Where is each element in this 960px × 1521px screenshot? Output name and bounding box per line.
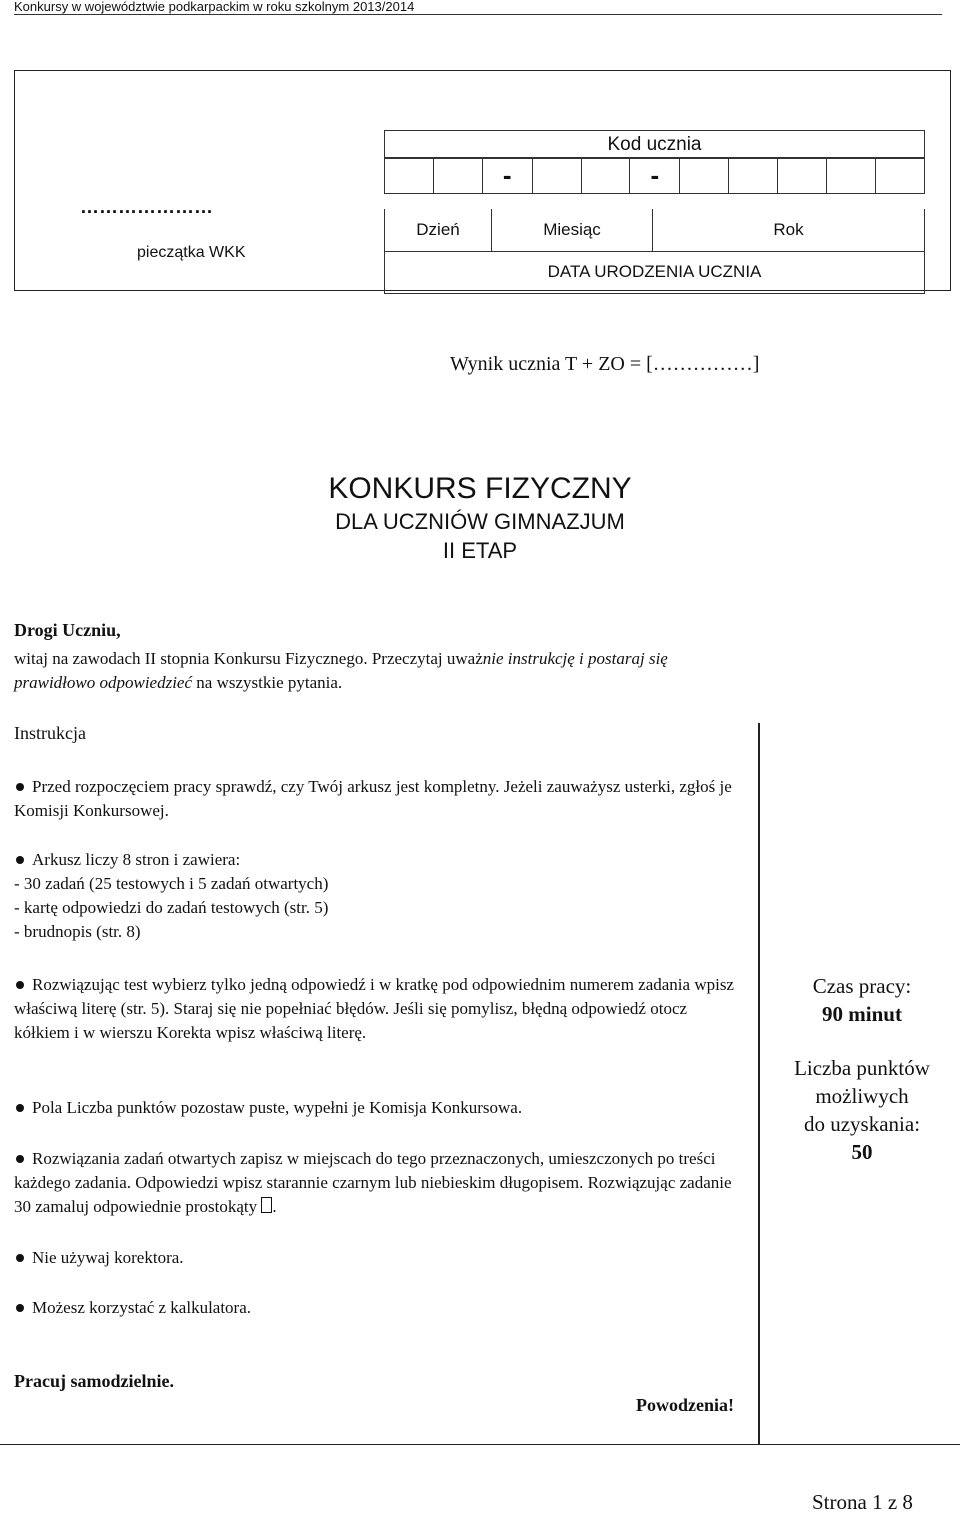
code-cell[interactable]: [778, 158, 827, 194]
intro-part-d: na wszystkie pytania.: [192, 673, 343, 692]
points-value: 50: [851, 1140, 873, 1164]
good-luck: Powodzenia!: [636, 1395, 734, 1415]
instruction-text: Rozwiązania zadań otwartych zapisz w miejscach do tego przeznaczonych, umieszczonych po treści każdego zadania. Odpowiedzi wpisz starannie czarnym lub niebieskim długopisem. Rozwiązując zadanie 30 zamaluj odpowiednie prostokąty: [14, 1149, 732, 1216]
intro-text: [14, 647, 944, 695]
bullet-icon: [16, 1155, 24, 1163]
page-number: [812, 1490, 913, 1515]
instruction-subline: - kartę odpowiedzi do zadań testowych (str. 5): [14, 898, 329, 917]
contest-title: KONKURS FIZYCZNY: [328, 472, 632, 505]
bullet-icon: [16, 856, 24, 864]
page-current: 1: [872, 1490, 883, 1514]
greeting: Drogi Uczniu,: [14, 620, 121, 640]
instruction-text: Pola Liczba punktów pozostaw puste, wypełni je Komisja Konkursowa.: [32, 1098, 523, 1117]
code-cell[interactable]: [532, 158, 581, 194]
instruction-item-6: [14, 1246, 744, 1270]
bullet-icon: [16, 981, 24, 989]
stamp-label: pieczątka WKK: [137, 244, 246, 261]
contest-subtitle: DLA UCZNIÓW GIMNAZJUM: [335, 509, 625, 534]
instruction-item-3: [14, 973, 744, 1045]
code-cell[interactable]: [875, 158, 924, 194]
instruction-subline: - 30 zadań (25 testowych i 5 zadań otwartych): [14, 874, 329, 893]
instruction-subline: - brudnopis (str. 8): [14, 922, 141, 941]
code-cell[interactable]: [581, 158, 630, 194]
day-label: Dzień: [385, 209, 492, 252]
vertical-divider: [758, 723, 760, 1445]
intro-part-b: nie instrukcję i postaraj się: [482, 649, 668, 668]
code-cell[interactable]: [729, 158, 778, 194]
intro-part-a: witaj na zawodach II stopnia Konkursu Fizycznego. Przeczytaj uważ: [14, 649, 483, 668]
stamp-dots: …………………: [80, 197, 213, 218]
closing-note: Pracuj samodzielnie.: [14, 1371, 174, 1391]
horizontal-divider: [0, 1444, 960, 1445]
contest-stage: II ETAP: [442, 538, 518, 563]
student-code-title: Kod ucznia: [385, 131, 925, 159]
student-code-header: [384, 130, 925, 159]
instruction-item-4: [14, 1096, 744, 1120]
instruction-item-2: [14, 848, 744, 944]
code-cell[interactable]: [385, 158, 434, 194]
birth-date-caption: [384, 251, 925, 294]
time-label: Czas pracy:: [812, 974, 912, 998]
code-cell-separator: -: [630, 158, 680, 194]
month-label: Miesiąc: [492, 209, 653, 252]
points-label-1: Liczba punktów: [794, 1056, 930, 1080]
instruction-text: Rozwiązując test wybierz tylko jedną odpowiedź i w kratkę pod odpowiednim numerem zadania wpisz właściwą literę (str. 5). Staraj się nie popełniać błędów. Jeśli się pomylisz, błędną odpowiedź otocz kółkiem i w wierszu Korekta wpisz właściwą literę.: [14, 975, 734, 1042]
score-line: Wynik ucznia T + ZO = [……………]: [450, 353, 760, 375]
bullet-icon: [16, 1304, 24, 1312]
rectangle-icon: [261, 1197, 272, 1213]
time-value: 90 minut: [822, 1002, 902, 1026]
instruction-text: Możesz korzystać z kalkulatora.: [32, 1298, 252, 1317]
code-cell[interactable]: [680, 158, 729, 194]
code-cell[interactable]: [826, 158, 875, 194]
instructions-title: Instrukcja: [14, 723, 86, 743]
code-cell[interactable]: [433, 158, 482, 194]
instruction-text: Arkusz liczy 8 stron i zawiera:: [32, 850, 241, 869]
instruction-item-5: Rozwiązania zadań otwartych zapisz w miejscach do tego przeznaczonych, umieszczonych po treści każdego zadania. Odpowiedzi wpisz starannie czarnym lub niebieskim długopisem. Rozwiązując zadanie 30 zamaluj odpowiednie prostokąty .: [14, 1149, 732, 1216]
instruction-item-1: [14, 775, 744, 823]
student-code-grid: [384, 157, 925, 194]
code-cell-separator: -: [482, 158, 532, 194]
bullet-icon: [16, 1104, 24, 1112]
page-mid: z: [882, 1490, 903, 1514]
birth-date-labels: [384, 209, 925, 252]
page-prefix: Strona: [812, 1490, 873, 1514]
intro-part-c: prawidłowo odpowiedzieć: [14, 673, 193, 692]
instruction-text: Przed rozpoczęciem pracy sprawdź, czy Twój arkusz jest kompletny. Jeżeli zauważysz usterki, zgłoś je Komisji Konkursowej.: [14, 777, 732, 820]
running-title: Konkursy w województwie podkarpackim w roku szkolnym 2013/2014: [14, 0, 415, 14]
birth-date-label: DATA URODZENIA UCZNIA: [385, 251, 925, 294]
points-label-3: do uzyskania:: [803, 1112, 921, 1136]
page-total: 8: [902, 1490, 913, 1514]
instruction-text: Nie używaj korektora.: [32, 1248, 184, 1267]
running-header: [14, 0, 942, 15]
year-label: Rok: [653, 209, 925, 252]
exam-info: [762, 972, 960, 1166]
instruction-item-7: [14, 1296, 744, 1320]
bullet-icon: [16, 1254, 24, 1262]
points-label-2: możliwych: [815, 1084, 909, 1108]
bullet-icon: [16, 783, 24, 791]
